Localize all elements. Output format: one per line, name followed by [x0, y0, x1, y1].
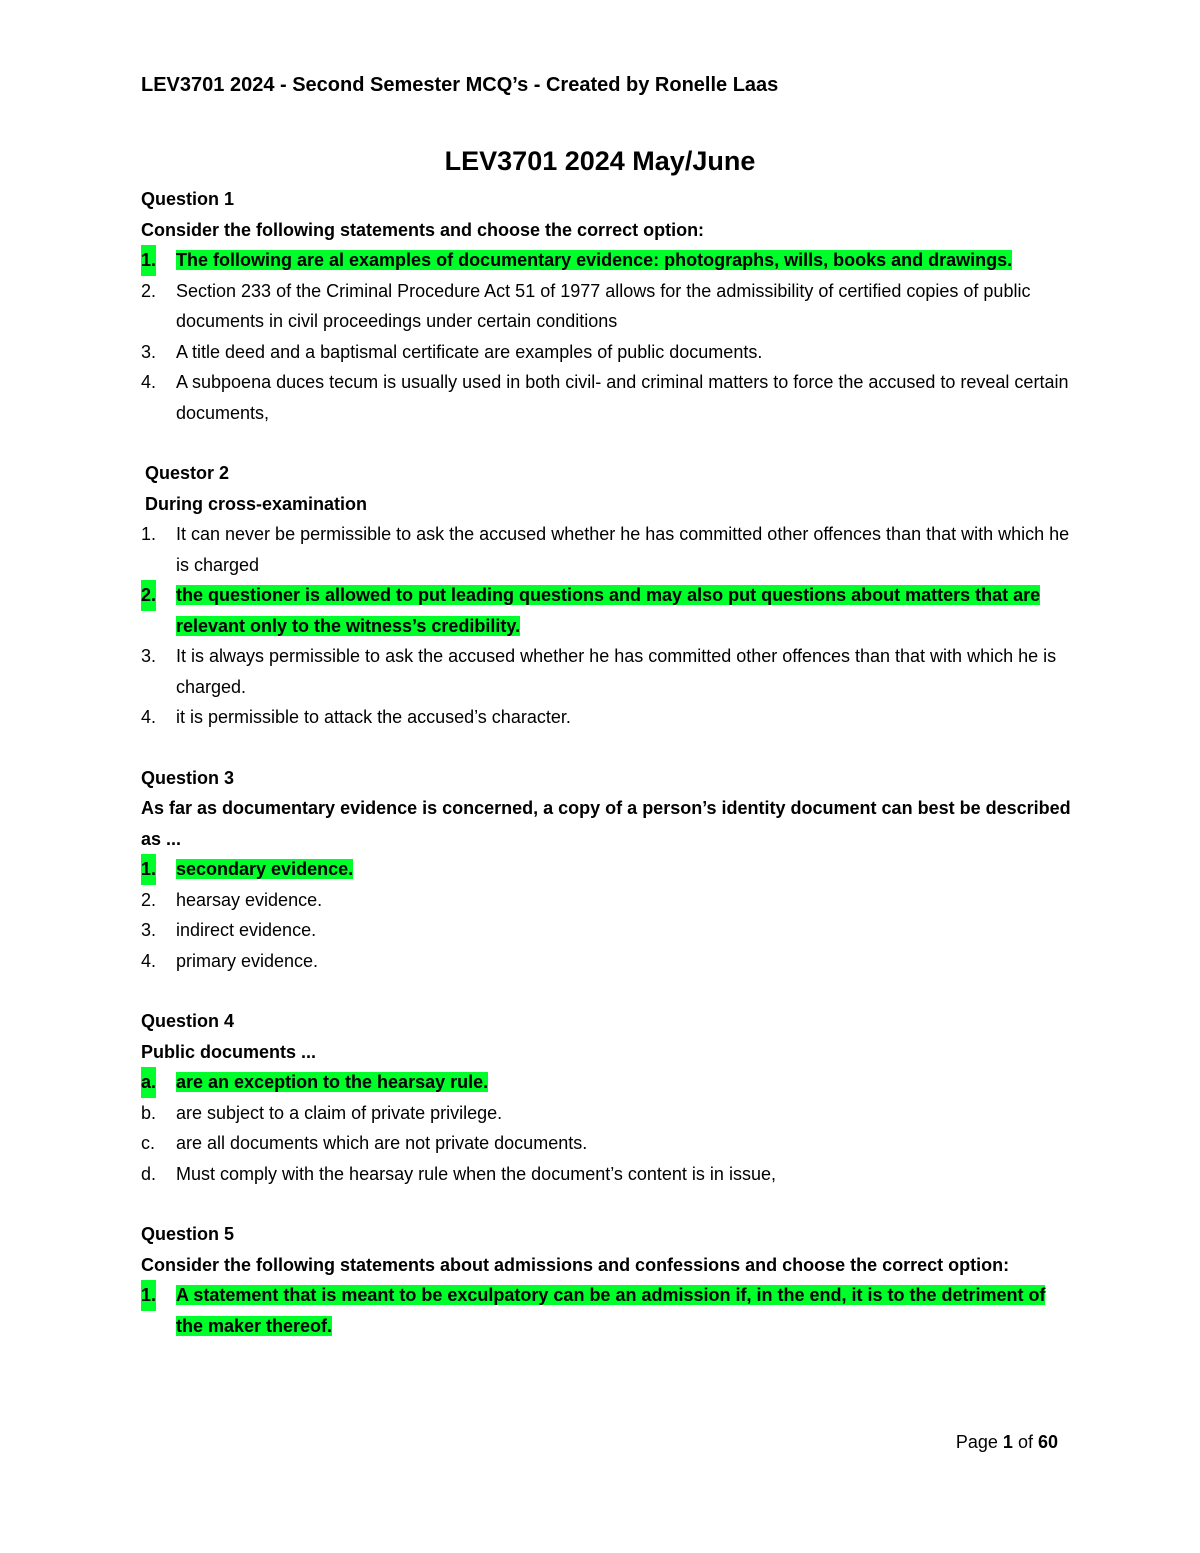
option-correct	[141, 245, 1071, 276]
option-marker: 3.	[141, 920, 157, 940]
option-marker: b.	[141, 1102, 157, 1123]
option-text: primary evidence.	[176, 950, 319, 971]
question-4	[141, 1006, 1071, 1189]
option-text: A statement that is meant to be exculpatory can be an admission if, in the end, it is to the detriment of the maker thereof.	[176, 1285, 1046, 1336]
option-text: It is always permissible to ask the accused whether he has committed other offences than that with which he is charged.	[176, 646, 1057, 697]
option-text: secondary evidence.	[176, 859, 354, 879]
option-text: Must comply with the hearsay rule when the document’s content is in issue,	[176, 1163, 776, 1184]
page-current: 1	[1002, 1432, 1013, 1452]
option-marker: 1.	[141, 245, 156, 276]
option-marker: 3.	[141, 646, 157, 666]
option-text: It can never be permissible to ask the accused whether he has committed other offences than that with which he is charged	[176, 524, 1070, 575]
question-heading: Question 5	[141, 1224, 235, 1244]
question-heading: Question 3	[141, 767, 235, 788]
page-label: Page	[955, 1432, 998, 1452]
option	[141, 946, 1071, 977]
question-prompt: During cross-examination	[145, 493, 368, 514]
question-prompt: As far as documentary evidence is concerned, a copy of a person’s identity document can best be described as ...	[141, 798, 1071, 849]
option-list	[141, 1067, 1071, 1189]
question-heading: Questor 2	[145, 463, 230, 483]
page-total: 60	[1037, 1432, 1058, 1452]
question-5	[141, 1219, 1071, 1341]
option-correct	[141, 1280, 1071, 1341]
document-title: LEV3701 2024 May/June	[444, 146, 756, 176]
option-text: the questioner is allowed to put leading questions and may also put questions about matters that are relevant only to the witness’s credibility.	[176, 585, 1041, 636]
option-text: The following are al examples of documentary evidence: photographs, wills, books and drawings.	[176, 250, 1013, 270]
question-prompt: Consider the following statements about admissions and confessions and choose the correct option:	[141, 1254, 1010, 1275]
option-marker: 4.	[141, 950, 157, 971]
option-text: it is permissible to attack the accused’s character.	[176, 707, 571, 727]
option-marker: 2.	[141, 580, 156, 611]
option	[141, 1159, 1071, 1190]
option-marker: 4.	[141, 707, 157, 727]
question-heading: Question 4	[141, 1011, 235, 1031]
option	[141, 915, 1071, 946]
option	[141, 337, 1071, 368]
option-text: are subject to a claim of private privilege.	[176, 1102, 503, 1123]
option-text: are all documents which are not private documents.	[176, 1133, 588, 1153]
option-text: hearsay evidence.	[176, 889, 323, 910]
option-marker: c.	[141, 1133, 156, 1153]
option-text: indirect evidence.	[176, 920, 317, 940]
option-marker: 4.	[141, 372, 157, 392]
question-prompt: Consider the following statements and choose the correct option:	[141, 219, 705, 240]
option-text: are an exception to the hearsay rule.	[176, 1072, 489, 1092]
option-marker: 1.	[141, 1280, 156, 1311]
option-correct	[141, 1067, 1071, 1098]
option-correct	[141, 580, 1071, 641]
question-list	[141, 184, 1071, 1371]
option-marker: 1.	[141, 854, 156, 885]
option-marker: 2.	[141, 889, 157, 910]
option	[141, 1128, 1071, 1159]
option-list	[141, 519, 1071, 733]
option-correct	[141, 854, 1071, 885]
option-marker: 3.	[141, 341, 157, 362]
option-text: A title deed and a baptismal certificate are examples of public documents.	[176, 341, 763, 362]
option-marker: 1.	[141, 524, 157, 544]
question-2	[141, 458, 1071, 733]
question-1	[141, 184, 1071, 428]
option	[141, 885, 1071, 916]
question-prompt: Public documents ...	[141, 1041, 317, 1062]
option-list	[141, 854, 1071, 976]
option-list	[141, 245, 1071, 428]
question-3	[141, 763, 1071, 977]
option-text: Section 233 of the Criminal Procedure Act 51 of 1977 allows for the admissibility of certified copies of public documents in civil proceedings under certain conditions	[176, 280, 1031, 331]
option-marker: 2.	[141, 280, 157, 301]
option	[141, 367, 1071, 428]
option	[141, 641, 1071, 702]
option-list	[141, 1280, 1071, 1341]
question-heading: Question 1	[141, 189, 235, 209]
option	[141, 276, 1071, 337]
option	[141, 519, 1071, 580]
option-marker: d.	[141, 1163, 157, 1184]
page-footer	[956, 1428, 1058, 1456]
of-label: of	[1017, 1432, 1033, 1452]
option	[141, 702, 1071, 733]
page-header: LEV3701 2024 - Second Semester MCQ’s - Created by Ronelle Laas	[141, 74, 779, 96]
option-marker: a.	[141, 1067, 156, 1098]
option	[141, 1098, 1071, 1129]
option-text: A subpoena duces tecum is usually used in both civil- and criminal matters to force the accused to reveal certain documents,	[176, 372, 1069, 423]
